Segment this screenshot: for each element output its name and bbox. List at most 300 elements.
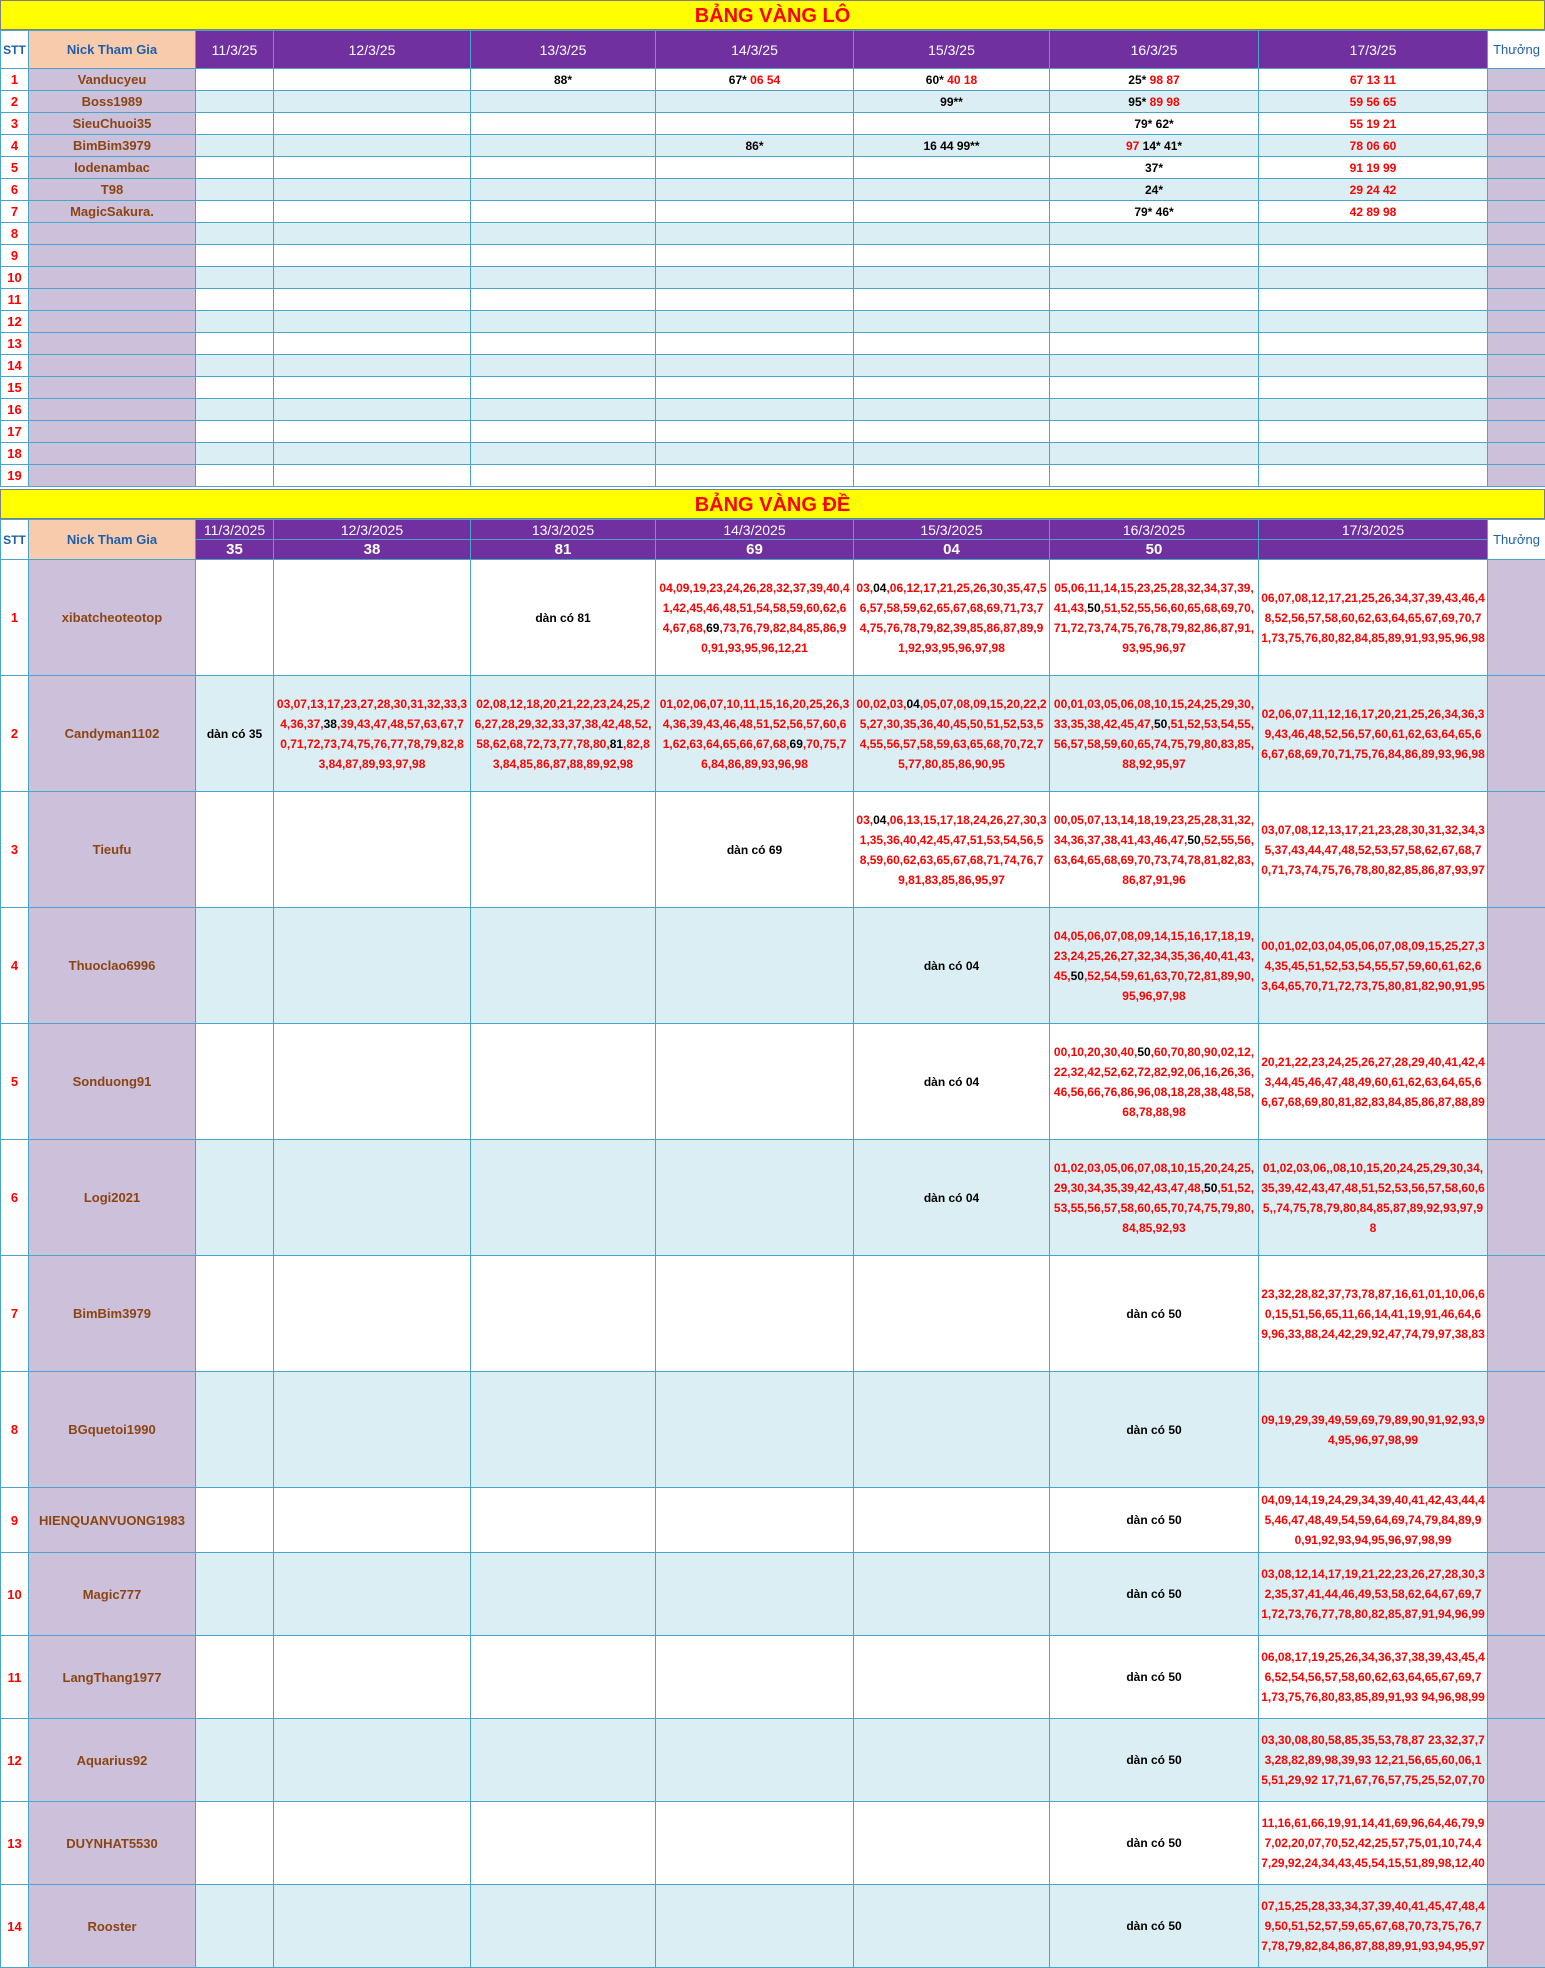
- de-table-row: [1, 1885, 1545, 1968]
- lo-pick-cell: 29 24 42: [1259, 179, 1488, 201]
- lo-pick-cell: 88*: [471, 69, 656, 91]
- de-title-banner: BẢNG VÀNG ĐỀ: [0, 489, 1545, 519]
- reward-cell: [1488, 676, 1545, 792]
- player-nick: Thuoclao6996: [29, 908, 196, 1024]
- lo-pick-cell: [196, 223, 274, 245]
- de-number-list: [656, 1802, 854, 1885]
- lo-pick-cell: [274, 135, 471, 157]
- player-nick: [29, 377, 196, 399]
- de-number-list: [196, 1024, 274, 1140]
- player-nick: [29, 333, 196, 355]
- lo-pick-cell: [274, 179, 471, 201]
- player-nick: [29, 267, 196, 289]
- row-number: 11: [1, 289, 29, 311]
- row-number: 8: [1, 1372, 29, 1488]
- lo-pick-cell: [274, 311, 471, 333]
- de-note-cell: dàn có 50: [1050, 1256, 1259, 1372]
- row-number: 12: [1, 1719, 29, 1802]
- de-number-list: 02,06,07,11,12,16,17,20,21,25,26,34,36,39,43,46,48,52,56,57,60,61,62,63,64,65,66,67,68,69,70,71,75,76,84,86,89,93,96,98: [1259, 676, 1488, 792]
- de-number-list: [656, 1553, 854, 1636]
- de-number-list: 01,02,03,06,,08,10,15,20,24,25,29,30,34,35,39,42,43,47,48,51,52,53,56,57,58,60,65,,74,75,78,79,80,84,85,87,89,92,93,97,98: [1259, 1140, 1488, 1256]
- reward-cell: [1488, 1553, 1545, 1636]
- lo-pick-cell: [471, 223, 656, 245]
- lo-table-row: [1, 179, 1545, 201]
- de-number-list: [274, 560, 471, 676]
- reward-cell: [1488, 1372, 1545, 1488]
- lo-header-stt: STT: [1, 31, 29, 69]
- player-nick: BimBim3979: [29, 1256, 196, 1372]
- lo-pick-cell: [1050, 311, 1259, 333]
- row-number: 6: [1, 1140, 29, 1256]
- lo-pick-cell: [274, 333, 471, 355]
- lo-pick-cell: [854, 289, 1050, 311]
- lo-pick-cell: [1259, 245, 1488, 267]
- de-table-row: [1, 560, 1545, 676]
- de-number-list: [196, 1140, 274, 1256]
- lo-pick-cell: [471, 289, 656, 311]
- lo-pick-cell: [1050, 421, 1259, 443]
- reward-cell: [1488, 91, 1545, 113]
- de-number-list: 01,02,03,05,06,07,08,10,15,20,24,25,29,30,34,35,39,42,43,47,48,50,51,52,53,55,56,57,58,60,65,70,74,75,79,80,84,85,92,93: [1050, 1140, 1259, 1256]
- player-nick: BGquetoi1990: [29, 1372, 196, 1488]
- de-number-list: [854, 1719, 1050, 1802]
- de-number-list: 03,04,06,13,15,17,18,24,26,27,30,31,35,36,40,42,45,47,51,53,54,56,58,59,60,62,63,65,67,68,71,74,76,79,81,83,85,86,95,97: [854, 792, 1050, 908]
- reward-cell: [1488, 560, 1545, 676]
- row-number: 19: [1, 465, 29, 487]
- lo-pick-cell: [196, 399, 274, 421]
- lo-pick-cell: [196, 267, 274, 289]
- de-result: 69: [656, 540, 854, 560]
- reward-cell: [1488, 135, 1545, 157]
- de-number-list: [274, 1802, 471, 1885]
- de-header-date: 12/3/2025: [274, 520, 471, 540]
- de-result: 04: [854, 540, 1050, 560]
- reward-cell: [1488, 333, 1545, 355]
- de-number-list: [656, 1372, 854, 1488]
- de-number-list: [854, 1256, 1050, 1372]
- lo-table-row: [1, 113, 1545, 135]
- de-number-list: 04,05,06,07,08,09,14,15,16,17,18,19,23,24,25,26,27,32,34,35,36,40,41,43,45,50,52,54,59,61,63,70,72,81,89,90,95,96,97,98: [1050, 908, 1259, 1024]
- lo-pick-cell: [854, 267, 1050, 289]
- lo-pick-cell: 78 06 60: [1259, 135, 1488, 157]
- de-number-list: 06,08,17,19,25,26,34,36,37,38,39,43,45,46,52,54,56,57,58,60,62,63,64,65,67,69,71,73,75,76,80,83,85,89,91,93 94,96,98,99: [1259, 1636, 1488, 1719]
- de-number-list: 01,02,06,07,10,11,15,16,20,25,26,34,36,39,43,46,48,51,52,56,57,60,61,62,63,64,65,66,67,68,69,70,75,76,84,86,89,93,96,98: [656, 676, 854, 792]
- de-table-row: [1, 1802, 1545, 1885]
- de-number-list: [854, 1885, 1050, 1968]
- lo-pick-cell: [1259, 311, 1488, 333]
- de-number-list: [471, 1372, 656, 1488]
- lo-pick-cell: [471, 91, 656, 113]
- player-nick: T98: [29, 179, 196, 201]
- lo-pick-cell: [1259, 355, 1488, 377]
- lo-table-row: [1, 399, 1545, 421]
- lo-pick-cell: 95* 89 98: [1050, 91, 1259, 113]
- lo-pick-cell: [854, 377, 1050, 399]
- player-nick: BimBim3979: [29, 135, 196, 157]
- lo-pick-cell: [196, 157, 274, 179]
- lo-pick-cell: [274, 355, 471, 377]
- row-number: 7: [1, 201, 29, 223]
- player-nick: LangThang1977: [29, 1636, 196, 1719]
- de-number-list: [274, 1636, 471, 1719]
- row-number: 5: [1, 157, 29, 179]
- de-number-list: [656, 908, 854, 1024]
- de-header-date: 16/3/2025: [1050, 520, 1259, 540]
- de-number-list: [196, 1553, 274, 1636]
- de-number-list: [471, 1024, 656, 1140]
- lo-pick-cell: [471, 157, 656, 179]
- lo-pick-cell: [1259, 443, 1488, 465]
- lo-pick-cell: [196, 311, 274, 333]
- lo-pick-cell: [656, 113, 854, 135]
- de-number-list: [471, 1488, 656, 1553]
- de-note-cell: dàn có 50: [1050, 1636, 1259, 1719]
- lo-pick-cell: [471, 443, 656, 465]
- lo-pick-cell: [471, 267, 656, 289]
- de-number-list: 03,30,08,80,58,85,35,53,78,87 23,32,37,73,28,82,89,98,39,93 12,21,56,65,60,06,15,51,29,92 17,71,67,76,57,75,25,52,07,70: [1259, 1719, 1488, 1802]
- lo-pick-cell: 55 19 21: [1259, 113, 1488, 135]
- de-number-list: 20,21,22,23,24,25,26,27,28,29,40,41,42,43,44,45,46,47,48,49,60,61,62,63,64,65,66,67,68,69,80,81,82,83,84,85,86,87,88,89: [1259, 1024, 1488, 1140]
- lo-header-date: 14/3/25: [656, 31, 854, 69]
- lo-table-row: [1, 245, 1545, 267]
- lo-table-row: [1, 201, 1545, 223]
- lo-pick-cell: [196, 465, 274, 487]
- lo-pick-cell: [1050, 245, 1259, 267]
- de-number-list: [274, 792, 471, 908]
- row-number: 15: [1, 377, 29, 399]
- lo-pick-cell: [274, 223, 471, 245]
- de-table-row: [1, 1719, 1545, 1802]
- lo-pick-cell: [1259, 421, 1488, 443]
- de-number-list: 03,07,08,12,13,17,21,23,28,30,31,32,34,35,37,43,44,47,48,52,53,57,58,62,67,68,70,71,73,74,75,76,78,80,82,85,86,87,93,97: [1259, 792, 1488, 908]
- de-note-cell: dàn có 50: [1050, 1488, 1259, 1553]
- de-result: 35: [196, 540, 274, 560]
- de-number-list: 03,08,12,14,17,19,21,22,23,26,27,28,30,32,35,37,41,44,46,49,53,58,62,64,67,69,71,72,73,76,77,78,80,82,85,87,91,94,96,99: [1259, 1553, 1488, 1636]
- de-number-list: [854, 1636, 1050, 1719]
- row-number: 11: [1, 1636, 29, 1719]
- de-number-list: [656, 1140, 854, 1256]
- lo-pick-cell: [196, 377, 274, 399]
- de-number-list: [471, 1885, 656, 1968]
- lo-pick-cell: [274, 201, 471, 223]
- player-nick: [29, 443, 196, 465]
- de-number-list: 11,16,61,66,19,91,14,41,69,96,64,46,79,97,02,20,07,70,52,42,25,57,75,01,10,74,47,29,92,24,34,43,45,54,15,51,89,98,12,40: [1259, 1802, 1488, 1885]
- lo-pick-cell: [196, 113, 274, 135]
- de-note-cell: dàn có 04: [854, 908, 1050, 1024]
- lo-pick-cell: [274, 399, 471, 421]
- lo-pick-cell: [274, 289, 471, 311]
- de-number-list: [656, 1636, 854, 1719]
- lo-pick-cell: 86*: [656, 135, 854, 157]
- player-nick: Candyman1102: [29, 676, 196, 792]
- player-nick: [29, 289, 196, 311]
- lo-table-row: [1, 289, 1545, 311]
- player-nick: [29, 421, 196, 443]
- lo-pick-cell: [196, 69, 274, 91]
- de-number-list: [274, 1488, 471, 1553]
- de-note-cell: dàn có 50: [1050, 1719, 1259, 1802]
- lo-pick-cell: [1050, 399, 1259, 421]
- lo-pick-cell: [656, 289, 854, 311]
- lo-pick-cell: [196, 289, 274, 311]
- lo-pick-cell: [854, 223, 1050, 245]
- lo-pick-cell: [656, 399, 854, 421]
- row-number: 10: [1, 267, 29, 289]
- lo-header-date: 16/3/25: [1050, 31, 1259, 69]
- reward-cell: [1488, 245, 1545, 267]
- lo-pick-cell: [196, 245, 274, 267]
- de-result: 50: [1050, 540, 1259, 560]
- de-note-cell: dàn có 69: [656, 792, 854, 908]
- lo-pick-cell: [1050, 465, 1259, 487]
- player-nick: lodenambac: [29, 157, 196, 179]
- lo-pick-cell: [656, 333, 854, 355]
- de-table-row: [1, 1140, 1545, 1256]
- de-number-list: [274, 1372, 471, 1488]
- lo-table-row: [1, 443, 1545, 465]
- row-number: 3: [1, 113, 29, 135]
- de-table-row: [1, 676, 1545, 792]
- player-nick: Magic777: [29, 1553, 196, 1636]
- lo-pick-cell: [471, 465, 656, 487]
- de-table-row: [1, 1024, 1545, 1140]
- lo-pick-cell: [656, 377, 854, 399]
- row-number: 17: [1, 421, 29, 443]
- lo-pick-cell: [854, 399, 1050, 421]
- reward-cell: [1488, 289, 1545, 311]
- de-header-date: 14/3/2025: [656, 520, 854, 540]
- de-number-list: [196, 1488, 274, 1553]
- reward-cell: [1488, 399, 1545, 421]
- de-number-list: [471, 792, 656, 908]
- lo-pick-cell: [196, 333, 274, 355]
- lo-table-row: [1, 377, 1545, 399]
- de-number-list: [471, 1140, 656, 1256]
- lo-pick-cell: [274, 91, 471, 113]
- lo-pick-cell: [656, 311, 854, 333]
- lo-header-row: [1, 31, 1545, 69]
- de-number-list: 05,06,11,14,15,23,25,28,32,34,37,39,41,43,50,51,52,55,56,60,65,68,69,70,71,72,73,74,75,76,78,79,82,86,87,91,93,95,96,97: [1050, 560, 1259, 676]
- lo-pick-cell: [1259, 333, 1488, 355]
- lo-pick-cell: [1259, 399, 1488, 421]
- lo-pick-cell: [854, 443, 1050, 465]
- lo-pick-cell: [471, 311, 656, 333]
- de-number-list: [196, 1802, 274, 1885]
- lo-pick-cell: [854, 245, 1050, 267]
- lo-pick-cell: [656, 91, 854, 113]
- lo-pick-cell: [854, 421, 1050, 443]
- lo-table-row: [1, 267, 1545, 289]
- de-number-list: [274, 1256, 471, 1372]
- row-number: 6: [1, 179, 29, 201]
- lo-pick-cell: [656, 201, 854, 223]
- lo-pick-cell: [471, 179, 656, 201]
- de-number-list: [471, 1802, 656, 1885]
- lo-pick-cell: [471, 399, 656, 421]
- de-note-cell: dàn có 35: [196, 676, 274, 792]
- de-number-list: 00,01,03,05,06,08,10,15,24,25,29,30,33,35,38,42,45,47,50,51,52,53,54,55,56,57,58,59,60,65,74,75,79,80,83,85,88,92,95,97: [1050, 676, 1259, 792]
- lo-table-row: [1, 69, 1545, 91]
- lo-table-row: [1, 223, 1545, 245]
- de-number-list: [274, 1719, 471, 1802]
- lo-pick-cell: [274, 267, 471, 289]
- de-number-list: [854, 1802, 1050, 1885]
- lo-pick-cell: [196, 135, 274, 157]
- lo-pick-cell: [656, 443, 854, 465]
- reward-cell: [1488, 1802, 1545, 1885]
- player-nick: [29, 311, 196, 333]
- lo-pick-cell: [656, 245, 854, 267]
- row-number: 13: [1, 1802, 29, 1885]
- lo-pick-cell: [471, 355, 656, 377]
- player-nick: HIENQUANVUONG1983: [29, 1488, 196, 1553]
- row-number: 16: [1, 399, 29, 421]
- lo-pick-cell: [656, 157, 854, 179]
- de-number-list: [196, 1372, 274, 1488]
- de-number-list: [471, 1256, 656, 1372]
- lo-pick-cell: [471, 113, 656, 135]
- de-number-list: [471, 1553, 656, 1636]
- lo-pick-cell: 60* 40 18: [854, 69, 1050, 91]
- lo-header-date: 11/3/25: [196, 31, 274, 69]
- de-number-list: [656, 1024, 854, 1140]
- de-number-list: 00,02,03,04,05,07,08,09,15,20,22,25,27,30,35,36,40,45,50,51,52,53,54,55,56,57,58,59,63,65,68,70,72,75,77,80,85,86,90,95: [854, 676, 1050, 792]
- reward-cell: [1488, 157, 1545, 179]
- reward-cell: [1488, 311, 1545, 333]
- lo-pick-cell: 91 19 99: [1259, 157, 1488, 179]
- lo-pick-cell: [854, 113, 1050, 135]
- lo-pick-cell: 25* 98 87: [1050, 69, 1259, 91]
- reward-cell: [1488, 355, 1545, 377]
- lo-pick-cell: [471, 135, 656, 157]
- lo-pick-cell: 24*: [1050, 179, 1259, 201]
- de-table-row: [1, 1553, 1545, 1636]
- reward-cell: [1488, 201, 1545, 223]
- de-table-row: [1, 908, 1545, 1024]
- row-number: 4: [1, 135, 29, 157]
- de-number-list: [196, 908, 274, 1024]
- de-note-cell: dàn có 50: [1050, 1553, 1259, 1636]
- lo-header-date: 17/3/25: [1259, 31, 1488, 69]
- lo-pick-cell: 99**: [854, 91, 1050, 113]
- de-number-list: [656, 1885, 854, 1968]
- player-nick: Vanducyeu: [29, 69, 196, 91]
- lo-table-row: [1, 355, 1545, 377]
- de-number-list: [471, 1636, 656, 1719]
- lo-pick-cell: [274, 157, 471, 179]
- de-number-list: [196, 560, 274, 676]
- lo-pick-cell: [274, 113, 471, 135]
- de-number-list: 04,09,14,19,24,29,34,39,40,41,42,43,44,45,46,47,48,49,54,59,64,69,74,79,84,89,90,91,92,93,94,95,96,97,98,99: [1259, 1488, 1488, 1553]
- reward-cell: [1488, 1024, 1545, 1140]
- reward-cell: [1488, 1636, 1545, 1719]
- player-nick: DUYNHAT5530: [29, 1802, 196, 1885]
- lo-pick-cell: [854, 465, 1050, 487]
- player-nick: [29, 355, 196, 377]
- lo-pick-cell: 16 44 99**: [854, 135, 1050, 157]
- de-number-list: [274, 1885, 471, 1968]
- lo-table-row: [1, 135, 1545, 157]
- lo-pick-cell: [471, 333, 656, 355]
- de-note-cell: dàn có 50: [1050, 1372, 1259, 1488]
- lo-pick-cell: [196, 355, 274, 377]
- player-nick: [29, 399, 196, 421]
- lo-pick-cell: [1050, 377, 1259, 399]
- de-number-list: [196, 1636, 274, 1719]
- lo-pick-cell: [1259, 289, 1488, 311]
- lo-header-date: 15/3/25: [854, 31, 1050, 69]
- de-number-list: [471, 908, 656, 1024]
- lo-pick-cell: [854, 355, 1050, 377]
- de-number-list: 00,10,20,30,40,50,60,70,80,90,02,12,22,32,42,52,62,72,82,92,06,16,26,36,46,56,66,76,86,96,08,18,28,38,48,58,68,78,88,98: [1050, 1024, 1259, 1140]
- de-number-list: [854, 1372, 1050, 1488]
- de-note-cell: dàn có 04: [854, 1024, 1050, 1140]
- de-number-list: 07,15,25,28,33,34,37,39,40,41,45,47,48,49,50,51,52,57,59,65,67,68,70,73,75,76,77,78,79,82,84,86,87,88,89,91,93,94,95,97: [1259, 1885, 1488, 1968]
- lo-pick-cell: [274, 245, 471, 267]
- lo-pick-cell: [656, 355, 854, 377]
- de-header-nick: Nick Tham Gia: [29, 520, 196, 560]
- de-header-date: 11/3/2025: [196, 520, 274, 540]
- player-nick: SieuChuoi35: [29, 113, 196, 135]
- row-number: 2: [1, 91, 29, 113]
- reward-cell: [1488, 465, 1545, 487]
- row-number: 5: [1, 1024, 29, 1140]
- player-nick: MagicSakura.: [29, 201, 196, 223]
- de-table: [0, 519, 1545, 1968]
- de-number-list: [196, 1885, 274, 1968]
- reward-cell: [1488, 1885, 1545, 1968]
- de-table-row: [1, 1256, 1545, 1372]
- de-number-list: [274, 1553, 471, 1636]
- de-number-list: 06,07,08,12,17,21,25,26,34,37,39,43,46,48,52,56,57,58,60,62,63,64,65,67,69,70,71,73,75,76,80,82,84,85,89,91,93,95,96,98: [1259, 560, 1488, 676]
- lo-pick-cell: [1050, 333, 1259, 355]
- player-nick: Tieufu: [29, 792, 196, 908]
- reward-cell: [1488, 792, 1545, 908]
- lo-pick-cell: [656, 465, 854, 487]
- de-number-list: [854, 1488, 1050, 1553]
- lo-pick-cell: [656, 179, 854, 201]
- lo-pick-cell: [471, 201, 656, 223]
- lo-pick-cell: 59 56 65: [1259, 91, 1488, 113]
- lo-pick-cell: 42 89 98: [1259, 201, 1488, 223]
- de-header-row: [1, 520, 1545, 540]
- de-number-list: [656, 1719, 854, 1802]
- lo-pick-cell: 67* 06 54: [656, 69, 854, 91]
- lo-table-row: [1, 333, 1545, 355]
- lo-pick-cell: [1050, 289, 1259, 311]
- lo-pick-cell: 97 14* 41*: [1050, 135, 1259, 157]
- lo-pick-cell: [656, 223, 854, 245]
- reward-cell: [1488, 1719, 1545, 1802]
- de-number-list: [471, 1719, 656, 1802]
- de-note-cell: dàn có 50: [1050, 1802, 1259, 1885]
- de-number-list: [656, 1488, 854, 1553]
- lo-table-row: [1, 311, 1545, 333]
- reward-cell: [1488, 377, 1545, 399]
- lo-pick-cell: [854, 333, 1050, 355]
- lo-table-row: [1, 421, 1545, 443]
- row-number: 14: [1, 1885, 29, 1968]
- row-number: 2: [1, 676, 29, 792]
- row-number: 7: [1, 1256, 29, 1372]
- row-number: 14: [1, 355, 29, 377]
- de-number-list: 03,04,06,12,17,21,25,26,30,35,47,56,57,58,59,62,65,67,68,69,71,73,74,75,76,78,79,82,39,85,86,87,89,91,92,93,95,96,97,98: [854, 560, 1050, 676]
- de-number-list: 03,07,13,17,23,27,28,30,31,32,33,34,36,37,38,39,43,47,48,57,63,67,70,71,72,73,74,75,76,77,78,79,82,83,84,87,89,93,97,98: [274, 676, 471, 792]
- row-number: 12: [1, 311, 29, 333]
- lo-header-date: 13/3/25: [471, 31, 656, 69]
- de-result: [1259, 540, 1488, 560]
- lo-pick-cell: [196, 443, 274, 465]
